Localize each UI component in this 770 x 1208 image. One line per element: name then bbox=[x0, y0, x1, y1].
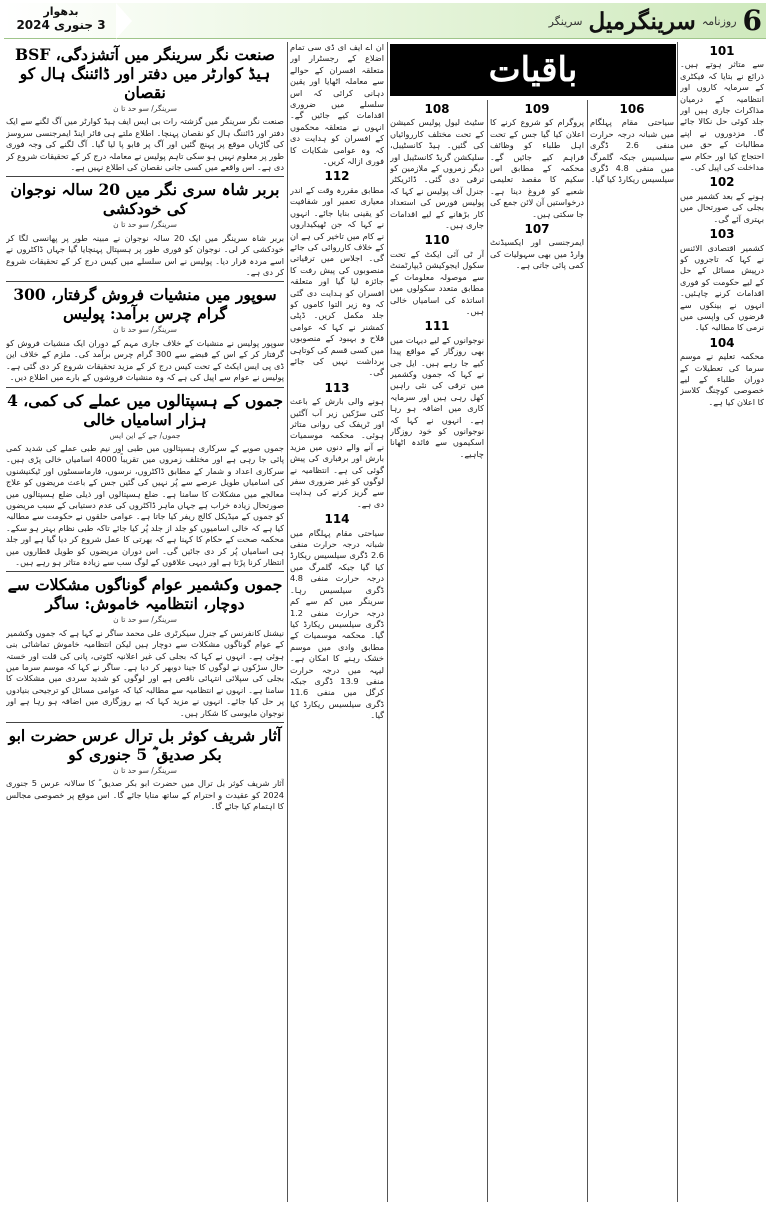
continuation-body: نوجوانوں کے لیے دیہات میں بھی روزگار کے مواقع پیدا کیے جا رہے ہیں۔ ایل جی نے کہا کہ جموں وکشمیر میں ترقی کی نئی راہیں کھل رہی ہیں اور سرمایہ کاری میں اضافہ ہو رہا ہے۔ انہوں نے کہا کہ نوجوانوں کو خود روزگار اسکیموں سے فائدہ اٹھانا چاہیے۔ bbox=[390, 334, 484, 459]
story-divider bbox=[6, 722, 284, 723]
continuation-number: 107 bbox=[524, 222, 550, 237]
page-number: 6 bbox=[742, 4, 762, 37]
continuation-number: 106 bbox=[619, 102, 645, 116]
continuation-body: پروگرام کو شروع کرنے کا اعلان کیا گیا جس کے تحت اہل طلباء کو وظائف فراہم کیے جائیں گے۔ محکمہ کے مطابق اس سکیم کا مقصد تعلیمی شعبے کو فروغ دینا ہے۔ درخواستیں آن لائن جمع کی جا سکتی ہیں۔ bbox=[490, 117, 584, 219]
story-divider bbox=[6, 176, 284, 177]
column-rule bbox=[587, 100, 588, 1202]
news-story bbox=[6, 575, 284, 719]
continuation-number: 103 bbox=[709, 227, 735, 242]
story-body: نیشنل کانفرنس کے جنرل سیکرٹری علی محمد ساگر نے کہا ہے کہ جموں وکشمیر کے عوام گوناگوں مشکلات سے دوچار ہیں لیکن انتظامیہ خاموش تماشائی بنی ہوئی ہے۔ انہوں نے کہا کہ بجلی کی غیر اعلانیہ کٹوتی، پانی کی قلت اور خستہ حال سڑکوں نے لوگوں کا جینا دوبھر کر دیا ہے۔ ساگر نے کہا کہ موسم سرما میں بجلی کی سپلائی انتہائی ناقص ہے اور لوگوں کو شدید سردی میں مشکلات کا سامنا ہے۔ انہوں نے انتظامیہ سے مطالبہ کیا کہ عوامی مسائل کو ترجیحی بنیادوں پر حل کیا جائے۔ انہوں نے مزید کہا کہ بے روزگاری میں اضافہ ہو رہا ہے اور نوجوان مایوسی کا شکار ہیں۔ bbox=[6, 627, 284, 718]
paper-title-block bbox=[506, 3, 766, 39]
continuation-number: 113 bbox=[324, 380, 350, 395]
date-label: 3 جنوری 2024 bbox=[16, 18, 106, 32]
continuation-number: 110 bbox=[424, 233, 450, 248]
news-story bbox=[6, 285, 284, 383]
story-body: صنعت نگر سرینگر میں گزشتہ رات بی ایس ایف ہیڈ کوارٹر میں آگ لگنے سے ایک دفتر اور ڈائننگ ہال کو نقصان پہنچا۔ اطلاع ملتے ہی فائر اینڈ ایمرجنسی سروسز کی گاڑیاں موقع پر پہنچ گئیں اور آگ پر قابو پا لیا گیا۔ آگ لگنے کی وجہ فوری طور پر معلوم نہیں ہو سکی تاہم پولیس نے معاملہ درج کر کے تحقیقات شروع کر دی ہے۔ اس واقعے میں کسی جانی نقصان کی اطلاع نہیں ہے۔ bbox=[6, 116, 284, 173]
column-rule bbox=[487, 100, 488, 1202]
news-story bbox=[6, 180, 284, 278]
continuation-body: آر ٹی آئی ایکٹ کے تحت سکول ایجوکیشن ڈیپارٹمنٹ سے موصولہ معلومات کے مطابق متعدد سکولوں میں اساتذہ کی اسامیاں خالی ہیں۔ bbox=[390, 248, 484, 316]
day-label: بدھوار bbox=[43, 5, 79, 18]
continuation-number: 114 bbox=[324, 512, 350, 527]
story-byline: سرینگر/ سو حد تا ن bbox=[113, 220, 177, 230]
continuation-body: ان اے ایف ای ڈی سی تمام اضلاع کے رجسٹرار اور متعلقہ افسران کے حوالے سے معاملہ اٹھایا اور یقین دہانی کرائی کہ اس سلسلے میں ضروری اقدامات کیے جائیں گے۔ انہوں نے متعلقہ محکموں کے افسران کو ہدایت دی کہ وہ عوامی شکایات کا فوری ازالہ کریں۔ bbox=[290, 42, 384, 167]
continuation-number: 101 bbox=[709, 44, 735, 58]
continuation-body: سیاحتی مقام پہلگام میں شبانہ درجہ حرارت منفی 2.6 ڈگری سیلسیس ریکارڈ کیا گیا جبکہ گلمرگ میں درجہ حرارت منفی 4.8 ڈگری سیلسیس رہا۔ سرینگر میں کم سے کم درجہ حرارت منفی 1.2 ڈگری سیلسیس ریکارڈ کیا گیا۔ محکمہ موسمیات کے مطابق وادی میں موسم خشک رہنے کا امکان ہے۔ لیہہ میں درجہ حرارت منفی 13.9 ڈگری جبکہ کرگل میں منفی 11.6 ڈگری سیلسیس ریکارڈ کیا گیا۔ bbox=[290, 527, 384, 721]
continuation-number: 112 bbox=[324, 169, 350, 184]
story-headline: سوپور میں منشیات فروش گرفتار، 300 گرام چرس برآمد: پولیس bbox=[13, 285, 277, 324]
story-body: سوپور پولیس نے منشیات کے خلاف جاری مہم کے دوران ایک منشیات فروش کو گرفتار کر کے اس کے قبضے سے 300 گرام چرس برآمد کی۔ ملزم کے خلاف این ڈی پی ایس ایکٹ کے تحت کیس درج کر کے مزید تحقیقات شروع کر دی گئی ہے۔ پولیس نے عوام سے اپیل کی ہے کہ وہ منشیات فروشوں کے بارے میں اطلاع دیں۔ bbox=[6, 337, 284, 383]
continuation-body: ہونے کے بعد کشمیر میں بجلی کی صورتحال میں بہتری آئے گی۔ bbox=[680, 190, 764, 224]
masthead bbox=[4, 3, 766, 39]
paper-prefix: روزنامہ bbox=[701, 14, 737, 28]
continuation-body: ہونے والی بارش کے باعث کئی سڑکیں زیر آب آگئیں اور ٹریفک کی روانی متاثر ہوئی۔ محکمہ موسمیات نے آنے والے دنوں میں مزید بارش اور برفباری کی پیش گوئی کی ہے۔ انتظامیہ نے لوگوں کو غیر ضروری سفر سے گریز کرنے کی ہدایت دی ہے۔ bbox=[290, 396, 384, 509]
column-rule bbox=[287, 42, 288, 1202]
continuation-number: 102 bbox=[709, 175, 735, 190]
story-divider bbox=[6, 387, 284, 388]
story-byline: سرینگر/ سو حد تا ن bbox=[113, 325, 177, 335]
continuation-column bbox=[390, 100, 484, 1202]
continuation-number: 104 bbox=[709, 335, 735, 350]
story-headline: بربر شاہ سری نگر میں 20 سالہ نوجوان کی خودکشی bbox=[10, 180, 280, 219]
news-story bbox=[6, 726, 284, 813]
continuation-body: سٹیٹ لیول پولیس کمیشن کے تحت مختلف کارروائیاں کی گئیں۔ ہیڈ کانسٹیبل، سلیکشن گریڈ کانسٹیبل اور دیگر زمروں کے ملازمین کو ترقی دی گئی۔ ڈائریکٹر جنرل آف پولیس نے کہا کہ پولیس فورس کی استعداد کار بڑھانے کے لیے اقدامات جاری ہیں۔ bbox=[390, 117, 484, 231]
date-block bbox=[8, 5, 114, 32]
paper-city: سرینگر bbox=[548, 14, 583, 28]
news-story bbox=[6, 391, 284, 569]
story-byline: سرینگر/ سو حد تا ن bbox=[113, 615, 177, 625]
continuation-number: 108 bbox=[424, 102, 450, 116]
section-banner bbox=[390, 44, 676, 96]
continuation-body: مطابق مقررہ وقت کے اندر معیاری تعمیر اور شفافیت کو یقینی بنایا جائے۔ انہوں نے کہا کہ جن ٹھیکیداروں نے کام میں تاخیر کی ہے ان کے خلاف کارروائی کی جائے گی۔ اجلاس میں ترقیاتی منصوبوں کی پیش رفت کا جائزہ لیا گیا اور متعلقہ افسران کو ہدایت دی گئی کہ وہ زیر التوا کاموں کو جلد مکمل کریں۔ ڈپٹی کمشنر نے کہا کہ عوامی فلاح و بہبود کے منصوبوں میں کسی قسم کی کوتاہی برداشت نہیں کی جائے گی۔ bbox=[290, 184, 384, 378]
story-body: بربر شاہ سرینگر میں ایک 20 سالہ نوجوان نے مبینہ طور پر پھانسی لگا کر خودکشی کر لی۔ نوجوان کو فوری طور پر ہسپتال پہنچایا گیا جہاں ڈاکٹروں نے اسے مردہ قرار دیا۔ پولیس نے اس سلسلے میں کیس درج کر کے تحقیقات شروع کر دی ہے۔ bbox=[6, 232, 284, 278]
masthead-arrow bbox=[116, 3, 132, 39]
section-title: باقیات bbox=[488, 50, 578, 90]
story-body: آثار شریف کوثر بل ترال میں حضرت ابو بکر صدیق ؓ کا سالانہ عرس 5 جنوری 2024 کو عقیدت و احترام کے ساتھ منایا جائے گا۔ اس موقع پر خصوصی مجالس کا اہتمام کیا جائے گا۔ bbox=[6, 778, 284, 812]
story-body: جموں صوبے کے سرکاری ہسپتالوں میں طبی اور نیم طبی عملے کی شدید کمی پائی جا رہی ہے اور مختلف زمروں میں تقریباً 4000 اسامیاں خالی پڑی ہیں۔ سرکاری اعداد و شمار کے مطابق ڈاکٹروں، نرسوں، فارماسسٹوں اور ٹیکنیشنوں کی اسامیاں طویل عرصے سے پُر نہیں کی گئیں جس کے باعث مریضوں کو علاج معالجے میں مشکلات کا سامنا ہے۔ ضلع ہسپتالوں اور ذیلی ضلع ہسپتالوں میں صورتحال زیادہ خراب ہے جہاں ماہر ڈاکٹروں کی عدم دستیابی کے سبب مریضوں کو جموں کے میڈیکل کالج ریفر کیا جاتا ہے۔ عوامی حلقوں نے حکومت سے مطالبہ کیا ہے کہ خالی اسامیوں کو جلد از جلد پُر کیا جائے تاکہ طبی نظام بہتر ہو سکے۔ محکمہ صحت کے حکام کا کہنا ہے کہ بھرتی کا عمل شروع کر دیا گیا ہے اور جلد ہی اسامیاں پُر کر دی جائیں گی۔ اس دوران مریضوں کو طویل قطاروں میں انتظار کرنا پڑتا ہے اور دیہی علاقوں کے لوگ سب سے زیادہ متاثر ہو رہے ہیں۔ bbox=[6, 442, 284, 567]
continuation-body: ایمرجنسی اور ایکسیڈنٹ وارڈ میں بھی سہولیات کی کمی پائی جاتی ہے۔ bbox=[490, 237, 584, 271]
story-byline: جموں/ جے کے این ایس bbox=[109, 430, 181, 440]
continuation-body: سے متاثر ہوتے ہیں۔ ذرائع نے بتایا کہ فیکٹری کے سرمایہ کاروں اور انتظامیہ کے درمیان مذاکرات جاری ہیں اور جلد کوئی حل نکالا جائے گا۔ مزدوروں نے اپنے مطالبات کے حق میں احتجاج کیا اور حکام سے مداخلت کی اپیل کی۔ bbox=[680, 59, 764, 173]
story-divider bbox=[6, 571, 284, 572]
continuation-column bbox=[490, 100, 584, 1202]
story-headline: صنعت نگر سرینگر میں آتشزدگی، BSF ہیڈ کوارٹر میں دفتر اور ڈائننگ ہال کو نقصان bbox=[15, 45, 275, 102]
story-byline: سرینگر/ سو حد تا ن bbox=[113, 766, 177, 776]
column-rule bbox=[677, 42, 678, 1202]
story-divider bbox=[6, 281, 284, 282]
continuation-column bbox=[590, 100, 674, 1202]
continuation-body: کشمیر اقتصادی الائنس نے کہا کہ تاجروں کو درپیش مسائل کے حل کے لیے حکومت کو فوری اقدامات کرنے چاہئیں۔ انہوں نے بینکوں سے قرضوں کی واپسی میں نرمی کا مطالبہ کیا۔ bbox=[680, 242, 764, 333]
continuation-column bbox=[290, 42, 384, 1202]
continuation-body: محکمہ تعلیم نے موسم سرما کی تعطیلات کے دوران طلباء کے لیے خصوصی کوچنگ کلاسز کا اعلان کیا ہے۔ bbox=[680, 351, 764, 407]
column-rule bbox=[387, 42, 388, 1202]
news-column bbox=[6, 42, 284, 1202]
news-story bbox=[6, 45, 284, 173]
paper-name: سرینگرمیل bbox=[588, 7, 696, 35]
continuation-column bbox=[680, 42, 764, 1202]
continuation-body: سیاحتی مقام پہلگام میں شبانہ درجہ حرارت منفی 2.6 ڈگری سیلسیس جبکہ گلمرگ میں منفی 4.8 ڈگری سیلسیس ریکارڈ کیا گیا۔ bbox=[590, 117, 674, 185]
story-byline: سرینگر/ سو حد تا ن bbox=[113, 104, 177, 113]
continuation-number: 111 bbox=[424, 319, 450, 334]
story-headline: جموں کے ہسپتالوں میں عملے کی کمی، 4 ہزار اسامیاں خالی bbox=[7, 390, 283, 429]
story-headline: جموں وکشمیر عوام گوناگوں مشکلات سے دوچار، انتظامیہ خاموش: ساگر bbox=[7, 575, 283, 614]
continuation-number: 109 bbox=[524, 102, 550, 116]
story-headline: آثار شریف کوثر بل ترال عرس حضرت ابو بکر صدیق ؓ 5 جنوری کو bbox=[8, 726, 282, 765]
